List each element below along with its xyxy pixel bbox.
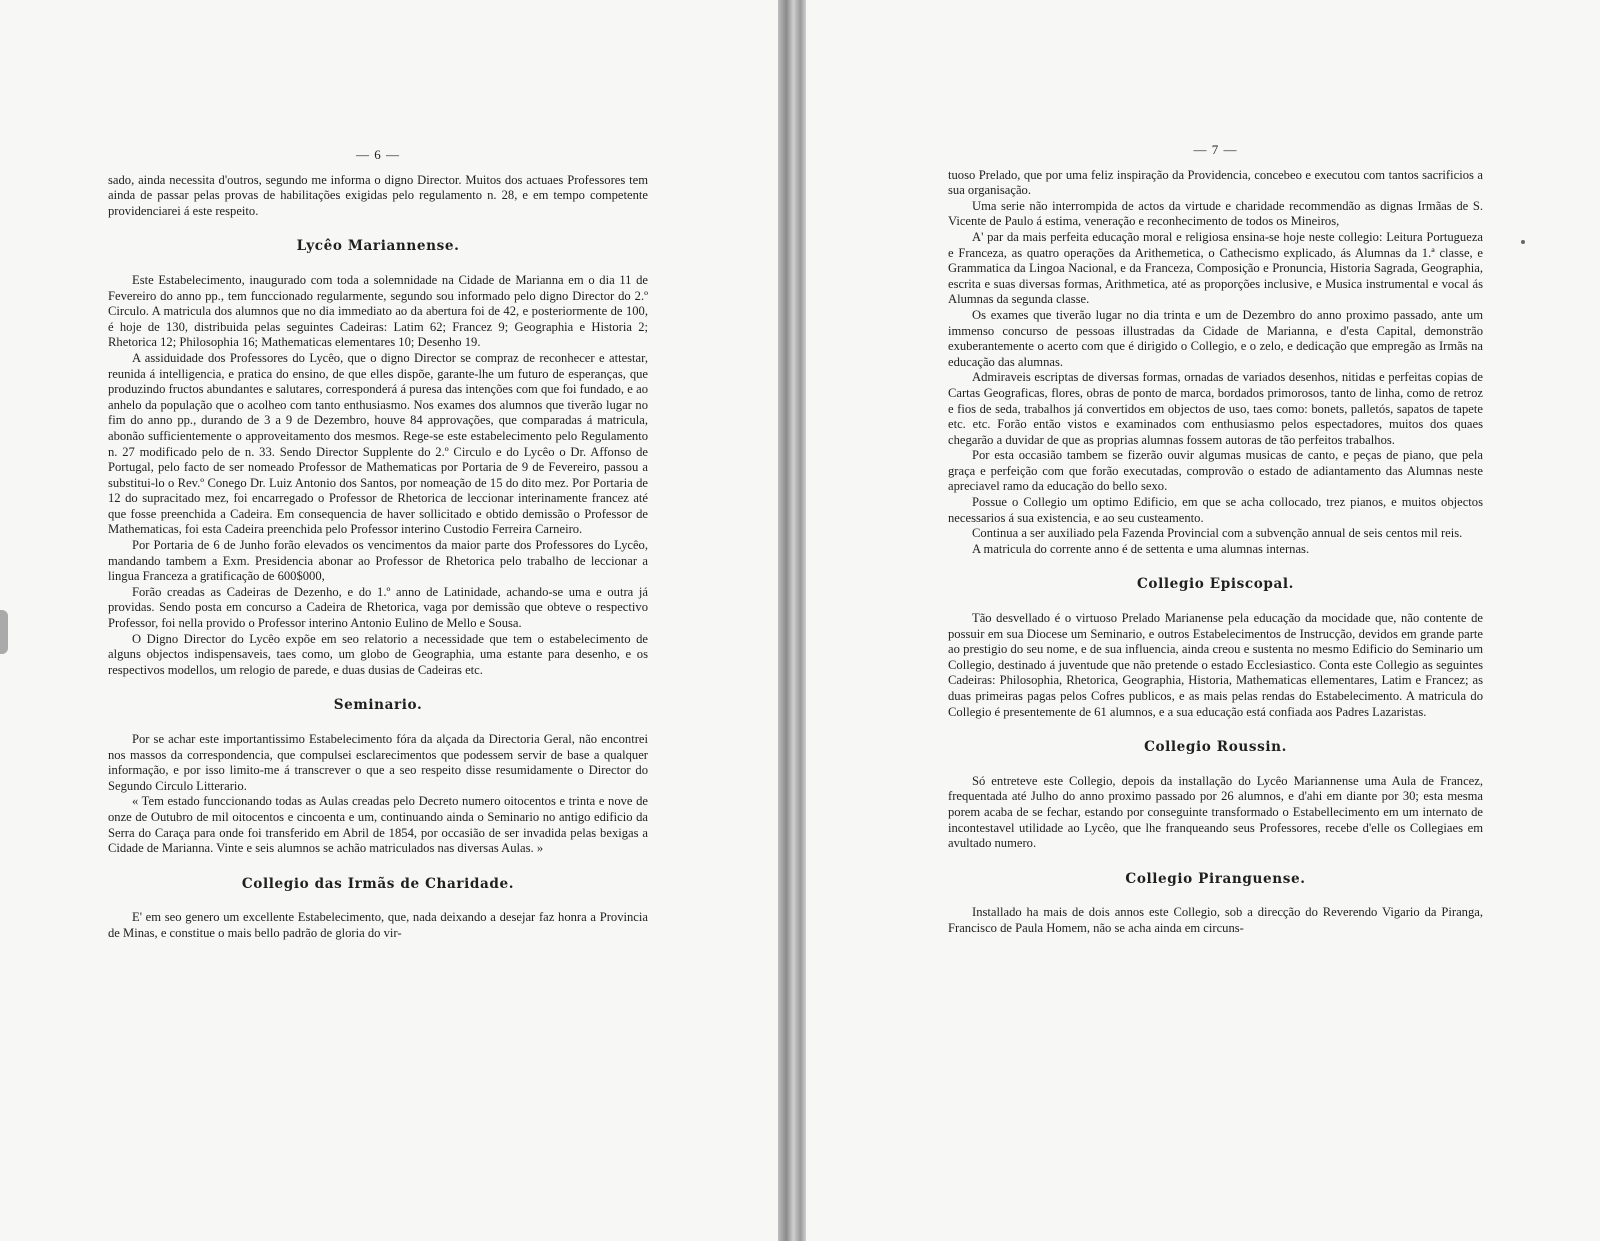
paragraph: Por se achar este importantissimo Estabelecimento fóra da alçada da Directoria Geral, não encontrei nos massos da correspondencia, que compulsei esclarecimentos que podessem servir de base a qualquer informação, e por isso limito-me á transcrever o que a seo respeito disse resumidamente o Director do Segundo Circulo Litterario. — [108, 732, 648, 793]
paragraph: Por Portaria de 6 de Junho forão elevados os vencimentos da maior parte dos Professores do Lycêo, mandando tambem a Exm. Presidencia abonar ao Professor de Rhetorica pelo trabalho de leccionar a lingua Franceza a gratificação de 600$000, — [108, 538, 648, 584]
paragraph: Os exames que tiverão lugar no dia trinta e um de Dezembro do anno proximo passado, ante um immenso concurso de pessoas illustradas da Cidade de Marianna, e d'esta Capital, demonstrão exuberantemente o acerto com que é dirigido o Collegio, e o zelo, e dedicação que empregão as Irmãs na educação das alumnas. — [948, 307, 1483, 369]
left-continuation-text: sado, ainda necessita d'outros, segundo me informa o digno Director. Muitos dos actuaes Professores tem ainda de passar pelas provas de habilitações exigidas pelo regulamento n. 28, e em tempo competente providenciarei á este respeito. — [108, 172, 648, 218]
paragraph: Forão creadas as Cadeiras de Dezenho, e do 1.º anno de Latinidade, achando-se uma e outra já providas. Sendo posta em concurso a Cadeira de Rhetorica, vaga por demissão que obteve o respectivo Professor, foi nella provido o Professor interino Antonio Eulino de Mello e Sousa. — [108, 584, 648, 631]
page-edge-mark — [0, 610, 8, 654]
paragraph: O Digno Director do Lycêo expõe em seo relatorio a necessidade que tem o estabelecimento de alguns objectos indispensaveis, taes como, um globo de Geographia, uma estante para desenho, e os respectivos modellos, um relogio de parede, e duas dusias de Cadeiras etc. — [108, 631, 648, 677]
section-heading-collegio-piranguense: Collegio Piranguense. — [1125, 870, 1306, 887]
ink-speck — [1521, 240, 1525, 244]
paragraph: A matricula do corrente anno é de settenta e uma alumnas internas. — [972, 541, 1310, 556]
section-heading-collegio-episcopal: Collegio Episcopal. — [1137, 576, 1294, 593]
paragraph: Possue o Collegio um optimo Edificio, em que se acha collocado, trez pianos, e muitos objectos necessarios á sua existencia, e ao seu custeamento. — [948, 495, 1483, 525]
right-page-text-column — [948, 142, 1483, 937]
paragraph: Installado ha mais de dois annos este Collegio, sob a direcção do Reverendo Vigario da Piranga, Francisco de Paula Homem, não se acha ainda em circuns- — [948, 905, 1483, 935]
right-page — [806, 0, 1600, 1241]
paragraph: E' em seo genero um excellente Estabelecimento, que, nada deixando a desejar faz honra a Provincia de Minas, e constitue o mais bello padrão de gloria do vir- — [108, 910, 648, 940]
book-gutter — [778, 0, 806, 1241]
paragraph: Continua a ser auxiliado pela Fazenda Provincial com a subvenção annual de seis centos mil reis. — [972, 526, 1463, 541]
paragraph: A assiduidade dos Professores do Lycêo, que o digno Director se compraz de reconhecer e attestar, reunida á intelligencia, e pratica do ensino, de que elles dispõe, garante-lhe um futuro de esperanças, que produzindo fructos abundantes e salutares, corresponderá á puresa das intenções com que foi fundado, e ao anhelo da população que o acolheo com tanto enthusiasmo. Nos exames dos alumnos que tiverão lugar no fim do anno pp., durando de 3 a 9 de Dezembro, houve 84 approvações, que comparadas á matricula, abonão sufficientemente o approveitamento dos mesmos. Rege-se este estabelecimento pelo Regulamento n. 27 modificado pelo de n. 33. Sendo Director Supplente do 2.º Circulo e do Lycêo o Dr. Affonso de Portugal, pelo facto de ser nomeado Professor de Mathematicas por Portaria de 9 de Fevereiro, passou a substitui-lo o Rev.º Conego Dr. Luiz Antonio dos Santos, por nomeação de 15 do dito mez. Por Portaria de 12 do supracitado mez, foi encarregado o Professor de Rhetorica de leccionar interinamente francez até que fosse preenchida a Cadeira. Em consequencia de haver sollicitado e obtido demissão o Professor de Mathematicas, foi esta Cadeira preenchida pelo Professor interino Custodio Ferreira Carneiro. — [108, 350, 648, 537]
left-page-number: — 6 — — [356, 147, 400, 162]
section-heading-collegio-irmas: Collegio das Irmãs de Charidade. — [241, 875, 515, 892]
paragraph: Só entreteve este Collegio, depois da installação do Lycêo Mariannense uma Aula de Francez, frequentada até Julho do anno proximo passado por 26 alumnos, e d'ahi em diante por 30; esta mesma porem acaba de se fechar, estando por conseguinte transformado o Estabellecimento em um internato de incontestavel utilidade ao Lycêo, que lhe franqueando seus Professores, recebe d'elle os Collegiaes em avultado numero. — [948, 773, 1483, 851]
section-heading-lyceo: Lycêo Mariannense. — [296, 238, 460, 255]
paragraph: A' par da mais perfeita educação moral e religiosa ensina-se hoje neste collegio: Leitura Portugueza e Franceza, as quatro operações da Arithemetica, o Cathecismo explicado, ás Alumnas da 1.ª classe, e Grammatica da Lingoa Nacional, e da Franceza, Composição e Pronuncia, Historia Sagrada, Geographia, escrita e suas diversas formas, Arithmetica, até as proporções inclusive, e Musica instrumental e vocal ás Alumnas da segunda classe. — [948, 229, 1483, 307]
paragraph: Este Estabelecimento, inaugurado com toda a solemnidade na Cidade de Marianna em o dia 11 de Fevereiro do anno pp., tem funccionado regularmente, segundo sou informado pelo digno Director do 2.º Circulo. A matricula dos alumnos que no dia immediato ao da abertura foi de 42, e posteriormente de 100, é hoje de 130, distribuida pelas seguintes Cadeiras: Latim 62; Francez 9; Geographia e Historia 2; Rhetorica 12; Philosophia 16; Mathematicas elementares 10; Desenho 19. — [108, 272, 648, 350]
right-continuation-text: tuoso Prelado, que por uma feliz inspiração da Providencia, concebeo e executou com tantos sacrificios a sua organisação. — [948, 167, 1483, 198]
paragraph: Por esta occasião tambem se fizerão ouvir algumas musicas de canto, e peças de piano, que pela graça e perfeição com que forão executadas, comprovão o estado de adiantamento das Alumnas neste apreciavel ramo da educação do bello sexo. — [948, 448, 1483, 494]
paragraph: Uma serie não interrompida de actos da virtude e charidade recommendão as dignas Irmãas de S. Vicente de Paulo á estima, veneração e reconhecimento de todos os Mineiros, — [948, 198, 1483, 229]
right-page-number: — 7 — — [1193, 142, 1238, 157]
paragraph: Admiraveis escriptas de diversas formas, ornadas de variados desenhos, nitidas e perfeitas copias de Cartas Geograficas, flores, obras de ponto de marca, bordados primorosos, tanto de linha, como de retroz e fios de seda, trabalhos já convertidos em objectos de uso, taes como: bonets, palletós, sapatos de tapete etc. etc. Forão então vistos e examinados com enthusiasmo pelos espectadores, muitos dos quaes chegarão a duvidar de que as proprias alumnas fossem autoras de tão perfeitos trabalhos. — [948, 370, 1483, 447]
section-heading-seminario: Seminario. — [333, 697, 423, 714]
paragraph: « Tem estado funccionando todas as Aulas creadas pelo Decreto numero oitocentos e trinta e nove de onze de Outubro de mil oitocentos e cincoenta e um, continuando ainda o Seminario no antigo edificio da Serra do Caraça para onde foi transferido em Abril de 1854, por occasião de ser invadida pelas bexigas a Cidade de Marianna. Vinte e seis alumnos se achão matriculados nas diversas Aulas. » — [108, 794, 648, 856]
left-page — [0, 0, 778, 1241]
paragraph: Tão desvellado é o virtuoso Prelado Marianense pela educação da mocidade que, não contente de possuir em sua Diocese um Seminario, e outros Estabelecimentos de Instrucção, devidos em grande parte ao prestigio do seu nome, e de sua influencia, ainda creou e sustenta no mesmo Edificio do Seminario um Collegio, destinado á juventude que não pretende o estado Ecclesiastico. Conta este Collegio as seguintes Cadeiras: Philosophia, Rhetorica, Geographia, Historia, Mathematicas ellementares, Latim e Francez; as duas primeiras pagas pelos Cofres publicos, e as mais pelas rendas do Estabelecimento. A matricula do Collegio é presentemente de 61 alumnos, e a sua educação está confiada aos Padres Lazaristas. — [948, 611, 1483, 719]
section-heading-collegio-roussin: Collegio Roussin. — [1144, 739, 1287, 756]
left-page-text-column — [108, 147, 648, 942]
